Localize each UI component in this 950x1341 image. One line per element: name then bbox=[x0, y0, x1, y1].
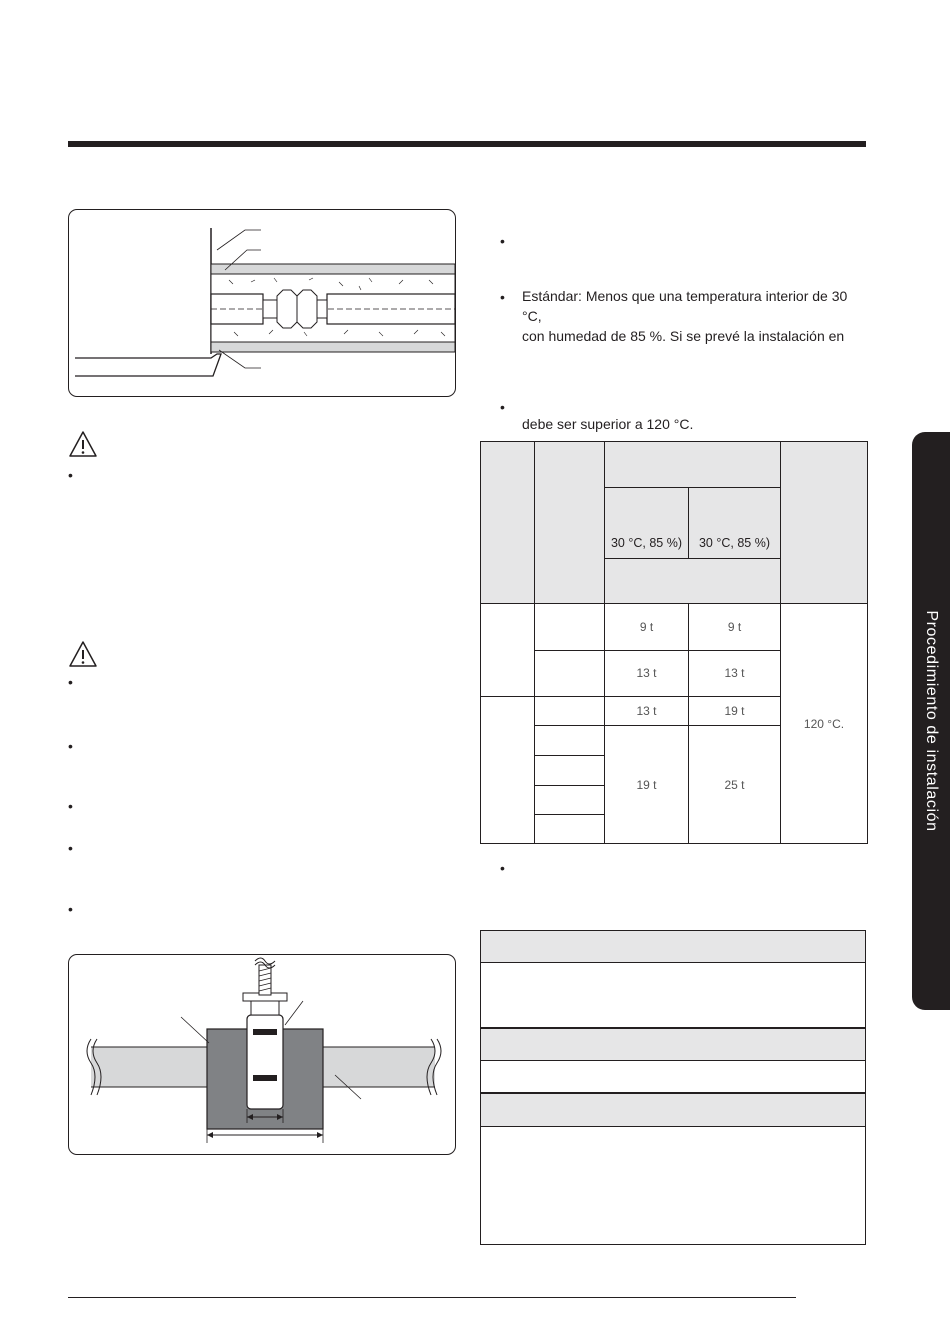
warning-icon bbox=[68, 430, 98, 458]
temperature-requirement-text: debe ser superior a 120 °C. bbox=[522, 416, 694, 432]
bullet-dot: • bbox=[500, 233, 505, 249]
note-section-header bbox=[480, 930, 866, 963]
bullet-dot: • bbox=[500, 289, 505, 305]
table-cell bbox=[481, 604, 535, 697]
table-header-cell bbox=[781, 442, 868, 604]
standard-condition-line-2: con humedad de 85 %. Si se prevé la instalación en bbox=[522, 328, 845, 344]
insulation-figure bbox=[68, 209, 456, 397]
table-cell bbox=[535, 785, 605, 814]
table-cell: 13 t bbox=[605, 650, 689, 696]
note-section-header bbox=[480, 1028, 866, 1061]
table-cell bbox=[535, 696, 605, 725]
table-cell: 13 t bbox=[689, 650, 781, 696]
table-cell bbox=[535, 604, 605, 650]
insulation-diagram bbox=[69, 210, 455, 396]
chapter-side-tab-label: Procedimiento de instalación bbox=[923, 610, 940, 832]
bullet-dot: • bbox=[500, 860, 505, 876]
bullet-dot: • bbox=[68, 901, 73, 917]
table-cell bbox=[535, 756, 605, 785]
table-cell: 19 t bbox=[689, 696, 781, 725]
table-cell: 9 t bbox=[689, 604, 781, 650]
table-cell: 13 t bbox=[605, 696, 689, 725]
note-section-body bbox=[480, 1127, 866, 1245]
table-header-cell bbox=[481, 442, 535, 604]
bullet-dot: • bbox=[68, 840, 73, 856]
note-section-header bbox=[480, 1093, 866, 1127]
condition-standard-cell: 30 °C, 85 %) bbox=[605, 488, 689, 559]
note-section-body bbox=[480, 1061, 866, 1093]
header-rule bbox=[68, 141, 866, 147]
bullet-dot: • bbox=[500, 399, 505, 415]
table-cell: 120 °C. bbox=[781, 604, 868, 844]
table-cell bbox=[535, 726, 605, 756]
table-header-cell bbox=[535, 442, 605, 604]
bullet-dot: • bbox=[68, 674, 73, 690]
insulation-thickness-table bbox=[480, 441, 868, 844]
bullet-dot: • bbox=[68, 467, 73, 483]
standard-condition-text bbox=[522, 286, 867, 346]
table-cell bbox=[535, 814, 605, 843]
table-cell: 25 t bbox=[689, 726, 781, 844]
table-cell bbox=[481, 696, 535, 843]
pipe-support-figure bbox=[68, 954, 456, 1155]
table-header-cell bbox=[605, 442, 781, 488]
note-section-body bbox=[480, 963, 866, 1028]
pipe-support-diagram bbox=[69, 955, 455, 1154]
table-cell: 19 t bbox=[605, 726, 689, 844]
bullet-dot: • bbox=[68, 798, 73, 814]
warning-icon bbox=[68, 640, 98, 668]
table-cell: 9 t bbox=[605, 604, 689, 650]
footer-rule bbox=[68, 1297, 796, 1298]
condition-high-humidity-cell: 30 °C, 85 %) bbox=[689, 488, 781, 559]
standard-condition-line-1: Estándar: Menos que una temperatura interior de 30 °C, bbox=[522, 288, 848, 324]
table-cell bbox=[535, 650, 605, 696]
table-header-cell bbox=[605, 558, 781, 603]
bullet-dot: • bbox=[68, 738, 73, 754]
